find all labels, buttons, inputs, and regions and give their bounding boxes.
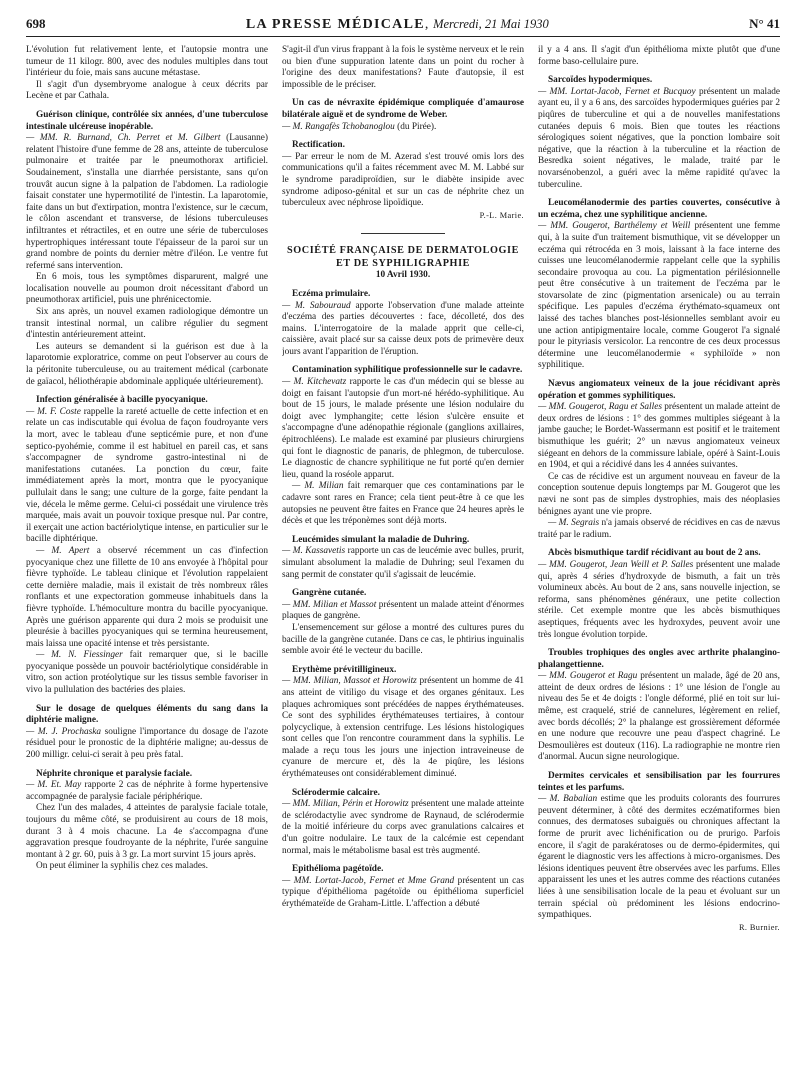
page-number: 698 (26, 16, 46, 31)
paragraph (26, 342, 268, 388)
page-header (26, 16, 780, 37)
article (282, 98, 524, 133)
article-authors: — MM. Gougerot, Jean Weill et P. Salles (538, 559, 694, 570)
article-authors: — M. Apert (36, 545, 90, 556)
section-title: SOCIÉTÉ FRANÇAISE DE DERMATOLOGIE ET DE SYPHILIGRAPHIE (287, 245, 519, 270)
column-left (26, 45, 268, 933)
article-body: souligne l'importance du dosage de l'azote résiduel pour le pronostic de la diphtérie maligne; au-dessus de 200 milligr. celui-ci serait à peu près fatal. (26, 726, 268, 761)
article-body: fait remarquer que ces contaminations par le cadavre sont rares en France; cela tient peut-être à ce que les autopsies ne peuvent être faites en France que 24 heures après le décès et que les tréponèmes sont déjà morts. (282, 481, 524, 527)
article-authors: — M. Sabouraud (282, 300, 351, 311)
article-authors: — M. F. Coste (26, 406, 81, 417)
article-body: présentent un homme de 41 ans atteint de vitiligo du visage et des organes génitaux. Les plaques achromiques sont précédées de nappes érythémateuses. Ce sont des syphilides érythémateuses tertiaires, à contour polycyclique, à extension centrifuge. Les lésions histologiques sont celles que l'on rencontre couramment dans la syphilis. Le malade a reçu tous les jours une injection intraveineuse de cyanure de mercure et, dès la 4e piqûre, les lésions érythémateuses ont considérablement diminué. (282, 676, 524, 780)
column-middle-top (282, 45, 524, 221)
article-body: rapporte un cas de leucémie avec bulles, prurit, simulant absolument la maladie de Duhring; seul l'examen du sang permit de constater qu'il s'agissait de leucémie. (282, 546, 524, 580)
article-body: présentent un malade atteint d'énormes plaques de gangrène. (282, 599, 524, 622)
article-body: apporte l'observation d'une malade atteinte d'eczéma des parties découvertes : face, décolleté, dos des mains. L'interrogatoire de la malade apprit que celle-ci, caissière, avait placé sur sa caisse deux pots de primevère deux jours avant l'apparition de l'éruption. (282, 300, 524, 357)
article (26, 704, 268, 762)
article-title: Eczéma primulaire. (292, 288, 371, 299)
issue-number: N° 41 (749, 16, 780, 31)
paragraph (26, 861, 268, 873)
paragraph (26, 307, 268, 342)
paragraph (26, 45, 268, 80)
article-body: présentent un malade ayant eu, il y a 6 ans, des sarcoïdes hypodermiques guéries par 2 piqûres de tuberculine et qui a de nouvelles manifestations cutanées depuis 6 mois. Bien que toutes les réactions sérologiques soient négatives, que la ponction lombaire soit négative, que la réaction à la tuberculine et la réaction de Besredka soient négatives, le malade, traité par le novarsénobenzol, a guéri avec la même rapidité qu'avec la tuberculine. (538, 86, 780, 190)
column-middle (282, 45, 524, 933)
article-authors: — MM. Lortat-Jacob, Fernet et Bucquoy (538, 86, 696, 97)
paragraph (282, 45, 524, 91)
article-body: rapporte le cas d'un médecin qui se blesse au doigt en faisant l'autopsie d'un mort-né hérédo-syphilitique. Au bout de 15 jours, le malade présente une lésion nodulaire du doigt avec lymphangite; cette lésion s'ulcère ensuite et s'accompagne d'une adénopathie régionale (ganglions axillaires, épitrochléens). Le malade est examiné par plusieurs chirurgiens qui font le diagnostic de panaris, de phlegmon, de tuberculose. Le diagnostic de chancre syphilitique ne fut porté qu'en dernier lieu, quand la roséole apparut. (282, 377, 524, 480)
article-body: Il s'agit d'un dysembryome analogue à ceux décrits par Lecène et par Cathala. (26, 79, 268, 102)
article-title: Sarcoïdes hypodermiques. (548, 75, 653, 86)
article-body: présentent un cas typique d'épithélioma pagétoïde ou épithélioma superficiel érythémateïde de Graham-Little. L'affection a débuté (282, 875, 524, 909)
article-title: Sclérodermie calcaire. (292, 787, 380, 798)
article-title: Guérison clinique, contrôlée six années, d'une tuberculose intestinale ulcéreuse inopérable. (26, 109, 268, 132)
article-body: fait remarquer que, si le bacille pyocyanique possède un pouvoir bactériolytique considérable in vitro, son action protéolytique sur les tissus semble favoriser in vivo la pullulation des bactéries des plaies. (26, 650, 268, 696)
article-title: Nævus angiomateux veineux de la joue récidivant après opération et gommes syphilitiques. (538, 379, 780, 401)
paragraph (26, 272, 268, 307)
article-authors: — MM. Gougerot, Ragu et Salles (538, 402, 662, 413)
article-body: présentent une malade qui, après 4 séries d'hydroxyde de bismuth, a fait un très volumineux abcès. Au bout de 2 ans, sans nouvelle injection, se reforma, sans phénomènes généraux, une petite collection stérile. Cet exemple montre que les abcès bismuthiques aseptiques, fréquents avec les hydroxydes, peuvent avoir une très longue évolution torpide. (538, 559, 780, 640)
paragraph (26, 803, 268, 861)
article (26, 769, 268, 804)
paragraph (538, 45, 780, 68)
article-title: Dermites cervicales et sensibilisation par les fourrures teintes et les parfums. (538, 771, 780, 793)
column-right (538, 45, 780, 933)
article-authors: — M. Kassavetis (282, 546, 346, 557)
article-body: rapporte 2 cas de néphrite à forme hypertensive accompagnée de paralysie faciale périphérique. (26, 780, 268, 802)
article-title: Leucémides simulant la maladie de Duhring. (292, 534, 470, 545)
article (282, 665, 524, 781)
article (538, 198, 780, 372)
article-authors: — M. Babalian (538, 794, 598, 805)
article-authors: — M. N. Fiessinger (36, 650, 123, 661)
article (538, 548, 780, 641)
article-body: présentent un malade atteint de deux ordres de lésions : 1° des gommes multiples siégeant à la jambe gauche; le Bordet-Wassermann est positif et le traitement bismuthique les guérit; 2° un nævus angiomateux veineux siégeant en dehors de la commissure labiale, opéré à Saint-Louis en 1904, et qui a récidivé dans les 4 années suivantes. (538, 402, 780, 471)
article (282, 535, 524, 581)
article-body: On peut éliminer la syphilis chez ces malades. (36, 861, 208, 872)
article-body: En 6 mois, tous les symptômes disparurent, malgré une localisation nouvelle au poumon droit nécessitant d'abord un pneumothorax artificiel, puis une phrénicectomie. (26, 272, 268, 306)
article-authors: — M. Kitchevatz (282, 377, 347, 388)
article-body: n'a jamais observé de récidives en cas de nævus traité par le radium. (538, 518, 780, 540)
article-authors: — MM. Milian et Massot (282, 599, 377, 610)
article (26, 110, 268, 272)
paragraph (26, 546, 268, 650)
article-body: (Lausanne) relatent l'histoire d'une femme de 28 ans, atteinte de tuberculose pulmonaire et traitée par le pneumothorax artificiel. Soudainement, s'installa une diarrhée persistante, sans qu'on trouvât aucun signe à la palpation de l'abdomen. La radiologie faisait constater une hypermotilité de l'intestin. La laparotomie, faite dans un but d'extirpation, montra l'existence, sur le cæcum, le côlon ascendant et transverse, de lésions tuberculeuses infiltrantes et rétractiles, et en outre une série de tuberculoses hypertrophiques intéressant toute l'épaisseur de la paroi sur un grand nombre de points du dernier mètre d'iléon. Le ventre fut refermé sans intervention. (26, 133, 268, 271)
masthead: LA PRESSE MÉDICALE, Mercredi, 21 Mai 1930 (245, 17, 549, 32)
article (538, 379, 780, 472)
article-body: L'ensemencement sur gélose a montré des cultures pures du bacille de la gangrène cutanée. Dans ce cas, le phtirius inguinalis semble avoir été le vecteur du bacille. (282, 622, 524, 657)
article-body: (du Pirée). (397, 121, 437, 132)
columns (26, 45, 780, 933)
column-middle-bottom (282, 289, 524, 911)
article-body: Les auteurs se demandent si la guérison est due à la laparotomie exploratrice, comme on peut l'observer au cours de la péritonite tuberculeuse, ou au traitement médical (carbonate de gaïacol, héliothérapie abdominale appliquée ultérieurement). (26, 341, 268, 387)
article-body: présentent un malade, âgé de 20 ans, atteint de deux ordres de lésions : 1° une lésion de l'ongle au niveau des 5e et 4e doigts : l'ongle déformé, plié en toit sur lui-même, est craquelé, strié de cannelures, légèrement en relief, avec bords décollés; 2° la phalange est grossièrement déformée en une nodure que recouvre une peau d'aspect chagriné. Le Desmoulières est douteux (116). La radiographie ne montre rien d'anormal. Aucun signe neurologique. (538, 671, 780, 763)
article-authors: — M. Rangafès Tchobanoglou (282, 121, 395, 132)
article (282, 140, 524, 210)
article-body: il y a 4 ans. Il s'agit d'un épithélioma mixte plutôt que d'une forme baso-cellulaire pure. (538, 45, 780, 67)
article-body: rappelle la rareté actuelle de cette infection et en relate un cas indiscutable qui évolua de façon foudroyante vers la mort, avec le tableau d'une septicémie pure, et non d'une septico-pyohémie, comme il est habituel en pareil cas, et sans s'accompagner de syndrome gastro-intestinal ni de manifestations cutanées. La ponction du cœur, faite immédiatement après la mort, montra que le pyocyanique pullulait dans le sang; une culture de la gorge, faite pendant la vie, décela le même germe. Celui-ci possédait une virulence très marquée, mais avait un pouvoir toxique presque nul. Par contre, il exerçait une action bactériolytique intense, en particulier sur le bacille diphtérique. (26, 406, 268, 545)
article-authors: — MM. Milian, Périn et Horowitz (282, 799, 409, 810)
article (282, 365, 524, 481)
article-authors: — M. Et. May (26, 780, 82, 791)
article-authors: — M. J. Prochaska (26, 726, 102, 737)
article-authors: — MM. Gougerot, Barthélemy et Weill (538, 221, 691, 232)
article-authors: — MM. Milian, Massot et Horowitz (282, 676, 417, 687)
article-title: Néphrite chronique et paralysie faciale. (36, 768, 193, 779)
article-body: S'agit-il d'un virus frappant à la fois le système nerveux et le rein ou bien d'une suppuration latente dans un point du rocher à l'origine des deux manifestations? Faute d'autopsie, il est impossible de le préciser. (282, 45, 524, 90)
paragraph (282, 481, 524, 527)
article (282, 788, 524, 858)
journal-name: LA PRESSE MÉDICALE (245, 17, 425, 32)
article-title: Abcès bismuthique tardif récidivant au bout de 2 ans. (548, 548, 761, 559)
article (282, 864, 524, 910)
article-title: Infection généralisée à bacille pyocyanique. (36, 395, 208, 406)
article-title: Contamination syphilitique professionnelle sur le cadavre. (292, 365, 523, 376)
article-body: — Par erreur le nom de M. Azerad s'est trouvé omis lors des communications qu'il a faites récemment avec M. M. Labbé sur le syndrome paradiproïdien, sur le diabète insipide avec syndrome adiposo-génital et sur un cas de néphrite chez un tuberculeux avec néphrose lipoïdique. (282, 151, 524, 209)
article-body: Chez l'un des malades, 4 atteintes de paralysie faciale totale, toujours du même côté, se produisirent au cours de 18 mois, durant 3 à 4 mois chacune. La 4e s'accompagna d'une aggravation presque foudroyante de la néphrite, l'urée sanguine montant à 2 gr. 60, puis à 3 gr. La mort survint 15 jours après. (26, 803, 268, 860)
article-authors: — M. Segrais (548, 518, 600, 529)
issue-date: Mercredi, 21 Mai 1930 (433, 17, 549, 31)
section-date: 10 Avril 1930. (375, 270, 431, 281)
paragraph (538, 472, 780, 518)
paragraph (26, 80, 268, 103)
article-body: L'évolution fut relativement lente, et l'autopsie montra une tumeur de 11 kilogr. 800, avec des nodules multiples dans tout l'intérieur du foie, mais sans aucune métastase. (26, 45, 268, 79)
article-body: Ce cas de récidive est un argument nouveau en faveur de la conception soutenue depuis longtemps par M. Gougerot que les nævi ne sont pas de simples dystrophies, mais des néoplasies bénignes ayant une vie propre. (538, 471, 780, 517)
paragraph (282, 623, 524, 658)
article-body: présentent une femme qui, à la suite d'un traitement bismuthique, vit se développer un eczéma qui rétrocéda en 3 mois, laissant à la face interne des cuisses une leucomélanodermie rappelant celle que la syphilis secondaire provoqua au cou. La pigmentation périlésionnelle peut être consécutive à un traitement de l'eczéma par le stovarsolate de zinc (pigmentation arsenicale) ou au terrain spécifique. Les papules d'eczéma érythémato-squameux ont laissé des taches blanches post-lésionnelles semblant avoir eu une action antipigmentaire locale, comme Gougerot l'a signalé pour le pityriasis versicolor. La rencontre de ces deux processus détermine une leucomélanodermie « syphiloïde » non syphilitique. (538, 221, 780, 371)
article-body: a observé récemment un cas d'infection pyocyanique chez une fillette de 10 ans envoyée à l'hôpital pour fièvre typhoïde. Le tableau clinique et l'évolution rappelaient cette dernière maladie, mais il existait de très nombreux râles ronflants et une expectoration gommeuse inhabituels dans la fièvre typhoïde. L'hémoculture montra du bacille pyocyanique. Après une guérison apparente qui dura 2 mois se produisit une pleurésie à bacilles pyocyaniques qui se termina heureusement, mais laissa une opacité intense et très persistante. (26, 545, 268, 649)
signature: P.-L. Marie. (479, 210, 524, 220)
article (538, 75, 780, 191)
paragraph (26, 650, 268, 696)
article-title: Un cas de névraxite épidémique compliquée d'amaurose bilatérale aiguë et de syndrome de Weber. (282, 98, 524, 120)
article-authors: — M. Milian (292, 481, 344, 492)
article-title: Erythème prévitilligineux. (292, 664, 397, 675)
section-divider (361, 233, 445, 234)
article-title: Troubles trophiques des ongles avec arthrite phalangino-phalangettienne. (538, 648, 780, 670)
article-body: estime que les produits colorants des fourrures peuvent déterminer, à côté des dermites eczématiformes bien connues, des dermatoses subaiguës ou chroniques affectant la forme de prurit avec lichénification ou de prurigo. Parfois encore, il s'agit de parakératoses ou de dermo-épidermites, qui égarent le diagnostic vers les affections à micro-organismes. Des lésions identiques peuvent être observées avec les parfums. Elles apparaissent les unes et les autres comme des réactions cutanées liées à une sensibilisation locale de la peau et évoluant sur un terrain spécial où prédominent les lésions endocrino-sympathiques. (538, 794, 780, 921)
article-body: Six ans après, un nouvel examen radiologique démontre un transit intestinal normal, un calibre régulier du segment d'intestin antérieurement atteint. (26, 307, 268, 341)
article-authors: — MM. R. Burnand, Ch. Perret et M. Gilbert (26, 133, 221, 144)
article (538, 648, 780, 764)
article (282, 588, 524, 623)
article-authors: — MM. Gougerot et Ragu (538, 671, 638, 682)
signature: R. Burnier. (738, 922, 780, 932)
article-title: Leucomélanodermie des parties couvertes, consécutive à un eczéma, chez une syphilitique ancienne. (538, 198, 780, 220)
article-title: Gangrène cutanée. (292, 588, 367, 599)
article-title: Epithélioma pagétoïde. (292, 864, 384, 875)
article-body: présentent une malade atteinte de sclérodactylie avec syndrome de Raynaud, de sclérodermie de la moitié inférieure du corps avec granulations calcaires et d'un goitre nodulaire. Le taux de la calcémie est cependant normal, mais le métabolisme basal est très augmenté. (282, 799, 524, 856)
article (26, 395, 268, 546)
article-title: Rectification. (292, 140, 345, 151)
article-title: Sur le dosage de quelques éléments du sang dans la diphtérie maligne. (26, 703, 268, 726)
paragraph (538, 518, 780, 541)
article (538, 771, 780, 922)
article-authors: — MM. Lortat-Jacob, Fernet et Mme Grand (282, 875, 455, 886)
article (282, 289, 524, 359)
